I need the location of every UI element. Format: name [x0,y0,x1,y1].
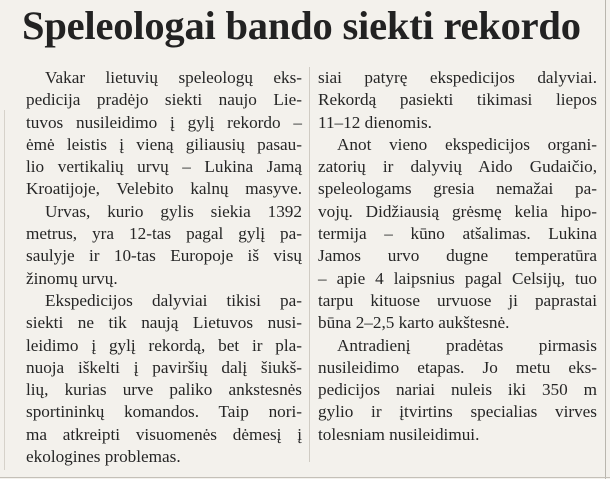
text-line: pedicija pradėjo siekti naujo Lie- [26,90,302,110]
text-line: Ekspedicijos dalyviai tikisi pa- [45,290,302,310]
text-line: Rekordą pasiekti tikimasi liepos [318,90,597,110]
text-line: žinomų urvų. [26,268,118,288]
article-column-right [318,67,597,446]
text-line: tolesniam nusileidimui. [318,424,480,444]
text-line: leidimo į gylį rekordą, bet ir pla- [26,335,302,355]
article-column-left [26,67,302,468]
text-line: lių, kurias urve paliko ankstesnės [26,380,302,400]
text-line: siekti ne tik naują Lietuvos nusi- [26,313,302,333]
paragraph [26,201,302,290]
text-line: Anot vieno ekspedicijos organi- [337,134,597,154]
paragraph [318,134,597,335]
clipping-edge-right [605,0,606,479]
clipping-edge-bottom [0,477,610,478]
text-line: ma atkreipti visuomenės dėmesį į [26,424,302,444]
text-line: tuvos nusileidimo į gylį rekordo – [26,112,302,132]
column-divider [309,67,310,462]
text-line: zatorių ir dalyvių Aido Gudaičio, [318,157,597,177]
text-line: lio vertikalių urvų – Lukina Jamą [26,157,302,177]
text-line: Urvas, kurio gylis siekia 1392 [45,201,302,221]
text-line: ėmė leistis į vieną giliausių pasau- [26,134,302,154]
text-line: Vakar lietuvių speleologų eks- [45,68,302,87]
left-scan-edge [4,110,5,470]
text-line: ekologines problemas. [26,447,181,467]
paragraph [318,335,597,446]
paragraph [26,290,302,468]
text-line: tarpu kituose urvuose ji paprastai [318,290,597,310]
text-line: siai patyrę ekspedicijos dalyviai. [318,68,597,87]
text-line: vojų. Didžiausią grėsmę kelia hipo- [318,201,597,221]
text-line: nusileidimo etapas. Jo metu eks- [318,357,597,377]
text-line: pedicijos nariai nuleis iki 350 m [318,380,597,400]
text-line: Antradienį pradėtas pirmasis [337,335,597,355]
text-line: saulyje ir 10-tas Europoje iš visų [26,246,302,266]
text-line: 11–12 dienomis. [318,112,432,132]
text-line: nuoja iškelti į paviršių dalį šiukš- [26,357,302,377]
text-line: būna 2–2,5 karto aukštesnė. [318,313,510,333]
text-line: speleologams gresia nemažai pa- [318,179,597,199]
text-line: gylio ir įtvirtins specialias virves [318,402,597,422]
text-line: termija – kūno atšalimas. Lukina [318,224,597,244]
text-line: Jamos urvo dugne temperatūra [318,246,597,266]
paragraph [26,67,302,201]
text-line: metrus, yra 12-tas pagal gylį pa- [26,224,302,244]
text-line: – apie 4 laipsnius pagal Celsijų, tuo [318,268,597,288]
article-headline: Speleologai bando siekti rekordo [22,3,581,48]
text-line: Kroatijoje, Velebito kalnų masyve. [26,179,302,199]
paragraph [318,67,597,134]
text-line: sportininkų komandos. Taip nori- [26,402,302,422]
